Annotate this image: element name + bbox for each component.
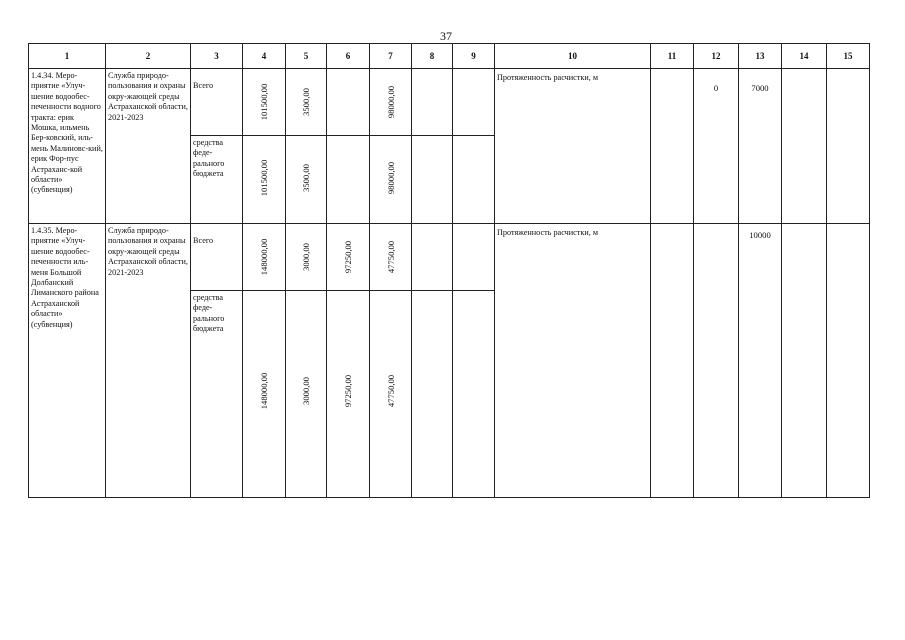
page-number: 37 <box>440 29 452 43</box>
header-row <box>29 44 870 69</box>
amount-cell <box>412 69 453 136</box>
funding-source-cell <box>191 291 243 498</box>
amount-cell <box>453 69 495 136</box>
amount-value: 97250,00 <box>342 374 353 408</box>
header-cell: 9 <box>453 44 495 69</box>
indicator-cell <box>495 69 651 224</box>
amount-value: 47750,00 <box>385 374 396 408</box>
header-cell: 13 <box>739 44 782 69</box>
indicator-value <box>694 224 738 238</box>
header-cell: 2 <box>106 44 191 69</box>
funding-source-cell <box>191 136 243 224</box>
indicator-name: Протяженность расчистки, м <box>497 73 599 82</box>
amount-cell <box>243 291 286 498</box>
executor-name: Служба природо-пользования и охраны окру-жающей среды Астраханской области, 2021-2023 <box>108 71 188 122</box>
indicator-value-cell <box>782 69 827 224</box>
header-cell: 15 <box>827 44 870 69</box>
table-row <box>29 69 870 136</box>
amount-value: 3000,00 <box>300 377 311 405</box>
header-cell: 11 <box>651 44 694 69</box>
amount-value: 3000,00 <box>300 243 311 271</box>
amount-cell <box>412 136 453 224</box>
indicator-value-cell <box>651 224 694 498</box>
amount-cell <box>327 136 370 224</box>
header-cell: 10 <box>495 44 651 69</box>
amount-cell <box>286 136 327 224</box>
amount-value: 47750,00 <box>385 240 396 274</box>
amount-cell <box>370 69 412 136</box>
amount-cell <box>327 291 370 498</box>
funding-source-cell <box>191 224 243 291</box>
measure-name: 1.4.35. Меро-приятие «Улуч-шение водообес-печенности иль-меня Большой Долбанский Лиманского района Астраханской области» (субвенция) <box>31 226 99 329</box>
header-cell: 4 <box>243 44 286 69</box>
indicator-value-cell <box>827 69 870 224</box>
indicator-value <box>827 224 869 238</box>
amount-value: 3500,00 <box>300 164 311 192</box>
amount-cell <box>412 224 453 291</box>
indicator-value-cell <box>651 69 694 224</box>
header-cell: 7 <box>370 44 412 69</box>
header-cell: 8 <box>412 44 453 69</box>
amount-cell <box>453 291 495 498</box>
table-row <box>29 224 870 291</box>
indicator-name: Протяженность расчистки, м <box>497 228 599 237</box>
amount-cell <box>453 224 495 291</box>
header-cell: 14 <box>782 44 827 69</box>
indicator-cell <box>495 224 651 498</box>
funding-source-federal: средства феде-рального бюджета <box>193 138 225 179</box>
indicator-value-cell <box>694 69 739 224</box>
indicator-value-cell <box>739 69 782 224</box>
amount-cell <box>286 69 327 136</box>
indicator-value <box>651 69 693 83</box>
amount-cell <box>243 224 286 291</box>
indicator-value <box>782 69 826 83</box>
amount-value: 98000,00 <box>385 85 396 119</box>
amount-value: 97250,00 <box>342 240 353 274</box>
header-cell: 1 <box>29 44 106 69</box>
measure-name: 1.4.34. Меро-приятие «Улуч-шение водообес-печенности водного тракта: ерик Мошка, ильмень Бер-ковский, иль-мень Малиновс-кий, ерик Фор-пус Астраханс-кой области» (субвенция) <box>31 71 103 195</box>
amount-cell <box>412 291 453 498</box>
indicator-value-cell <box>694 224 739 498</box>
program-table <box>28 43 870 498</box>
header-cell: 6 <box>327 44 370 69</box>
funding-source-total: Всего <box>193 236 214 245</box>
executor-cell <box>106 69 191 224</box>
indicator-value: 10000 <box>749 230 771 240</box>
amount-cell <box>370 136 412 224</box>
amount-value: 98000,00 <box>385 161 396 195</box>
executor-name: Служба природо-пользования и охраны окру-жающей среды Астраханской области, 2021-2023 <box>108 226 188 277</box>
amount-value: 101500,00 <box>258 83 269 121</box>
amount-cell <box>286 224 327 291</box>
amount-cell <box>286 291 327 498</box>
executor-cell <box>106 224 191 498</box>
amount-cell <box>243 69 286 136</box>
amount-value: 148000,00 <box>258 238 269 276</box>
amount-cell <box>370 291 412 498</box>
funding-source-total: Всего <box>193 81 214 90</box>
indicator-value <box>827 69 869 83</box>
amount-cell <box>453 136 495 224</box>
indicator-value-cell <box>782 224 827 498</box>
indicator-value-cell <box>827 224 870 498</box>
amount-cell <box>370 224 412 291</box>
measure-name-cell <box>29 224 106 498</box>
indicator-value: 0 <box>713 83 719 93</box>
indicator-value-cell <box>739 224 782 498</box>
amount-value: 101500,00 <box>258 159 269 197</box>
header-cell: 5 <box>286 44 327 69</box>
amount-cell <box>327 69 370 136</box>
header-cell: 3 <box>191 44 243 69</box>
funding-source-federal: средства феде-рального бюджета <box>193 293 225 334</box>
indicator-value <box>782 224 826 238</box>
amount-cell <box>327 224 370 291</box>
amount-cell <box>243 136 286 224</box>
amount-value: 148000,00 <box>258 372 269 410</box>
funding-source-cell <box>191 69 243 136</box>
amount-value: 3500,00 <box>300 88 311 116</box>
measure-name-cell <box>29 69 106 224</box>
indicator-value: 7000 <box>751 83 769 93</box>
indicator-value <box>651 224 693 238</box>
header-cell: 12 <box>694 44 739 69</box>
